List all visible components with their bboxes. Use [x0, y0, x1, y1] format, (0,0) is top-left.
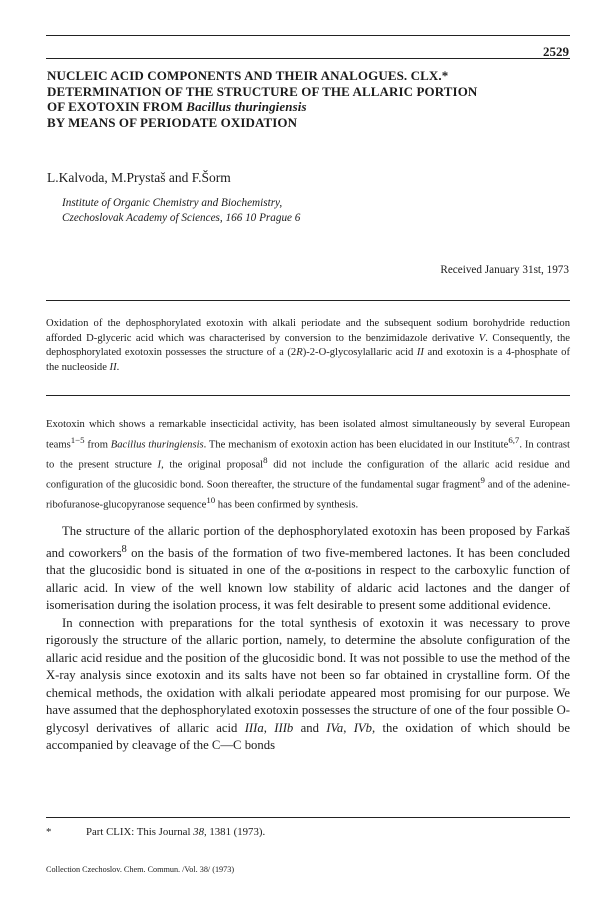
body-paragraph-2: In connection with preparations for the total synthesis of exotoxin it was necessary to prove rigorously the structure of the allaric portion, namely, to determine the absolute configuration of the allaric acid residue and the position of the glucosidic bond. It was not possible to use the method of the X-ray analysis since exotoxin and its salts have not been so far obtained in crystalline form. Of the chemical methods, the oxidation with alkali periodate appeared most promising for our purpose. We have assumed that the dephosphorylated exotoxin possesses the structure of one of the four possible O-glycosyl derivatives of allaric acid IIIa, IIIb and IVa, IVb, the oxidation of which should be accompanied by cleavage of the C—C bonds: [46, 615, 570, 753]
footnote-rule: [46, 817, 570, 818]
page-number: 2529: [543, 44, 569, 59]
title-line-1: NUCLEIC ACID COMPONENTS AND THEIR ANALOGUES. CLX.*: [47, 68, 449, 83]
footnote: * Part CLIX: This Journal 38, 1381 (1973).: [46, 826, 266, 838]
title-line-2: DETERMINATION OF THE STRUCTURE OF THE ALLARIC PORTION: [47, 83, 478, 99]
authors: L.Kalvoda, M.Prystaš and F.Šorm: [47, 170, 231, 185]
running-footer: Collection Czechoslov. Chem. Commun. /Vol. 38/ (1973): [46, 865, 235, 874]
title-line-4: BY MEANS OF PERIODATE OXIDATION: [47, 114, 298, 130]
header-rule: [46, 58, 570, 59]
received-date: Received January 31st, 1973: [440, 264, 569, 276]
title-line-3: OF EXOTOXIN FROM Bacillus thuringiensis: [47, 99, 307, 114]
affiliation: Institute of Organic Chemistry and Biochemistry, Czechoslovak Academy of Sciences, 166 10 Prague 6: [62, 197, 301, 224]
top-rule: [46, 35, 570, 36]
article-title: [47, 68, 577, 130]
body-text: [46, 523, 570, 755]
body-paragraph-1: The structure of the allaric portion of the dephosphorylated exotoxin has been proposed by Farkaš and coworkers$^8$ on the basis of the formation of two five-membered lactones. It has been concluded that the glucosidic bond is situated in one of the α-positions in respect to the carboxylic function of allaric acid. In view of the well known low stability of aldaric acid lactones and the danger of isomerisation during the isolation process, it was felt desirable to present some additional evidence.: [46, 524, 570, 613]
abstract-bottom-rule: [46, 395, 570, 396]
introduction-paragraph: Exotoxin which shows a remarkable insecticidal activity, has been isolated almost simultaneously by several European teams$^{1-5}$ from Bacillus thuringiensis. The mechanism of exotoxin action has been elucidated in our Institute$^{6,7}$. In contrast to the present structure I, the original proposal$^8$ did not include the configuration of the allaric acid residue and configuration of the glucosidic bond. Soon thereafter, the structure of the fundamental sugar fragment$^9$ and of the adenine-ribofuranose-glucopyranose sequence$^{10}$ has been confirmed by synthesis.: [46, 419, 571, 511]
abstract: Oxidation of the dephosphorylated exotoxin with alkali periodate and the subsequent sodium borohydride reduction afforded D-glyceric acid which was characterised by conversion to the benzimidazole derivative V. Consequently, the dephosphorylated exotoxin possesses the structure of a (2R)-2-O-glycosylallaric acid II and exotoxin is a 4-phosphate of the nucleoside II.: [46, 318, 570, 373]
abstract-top-rule: [46, 300, 570, 301]
